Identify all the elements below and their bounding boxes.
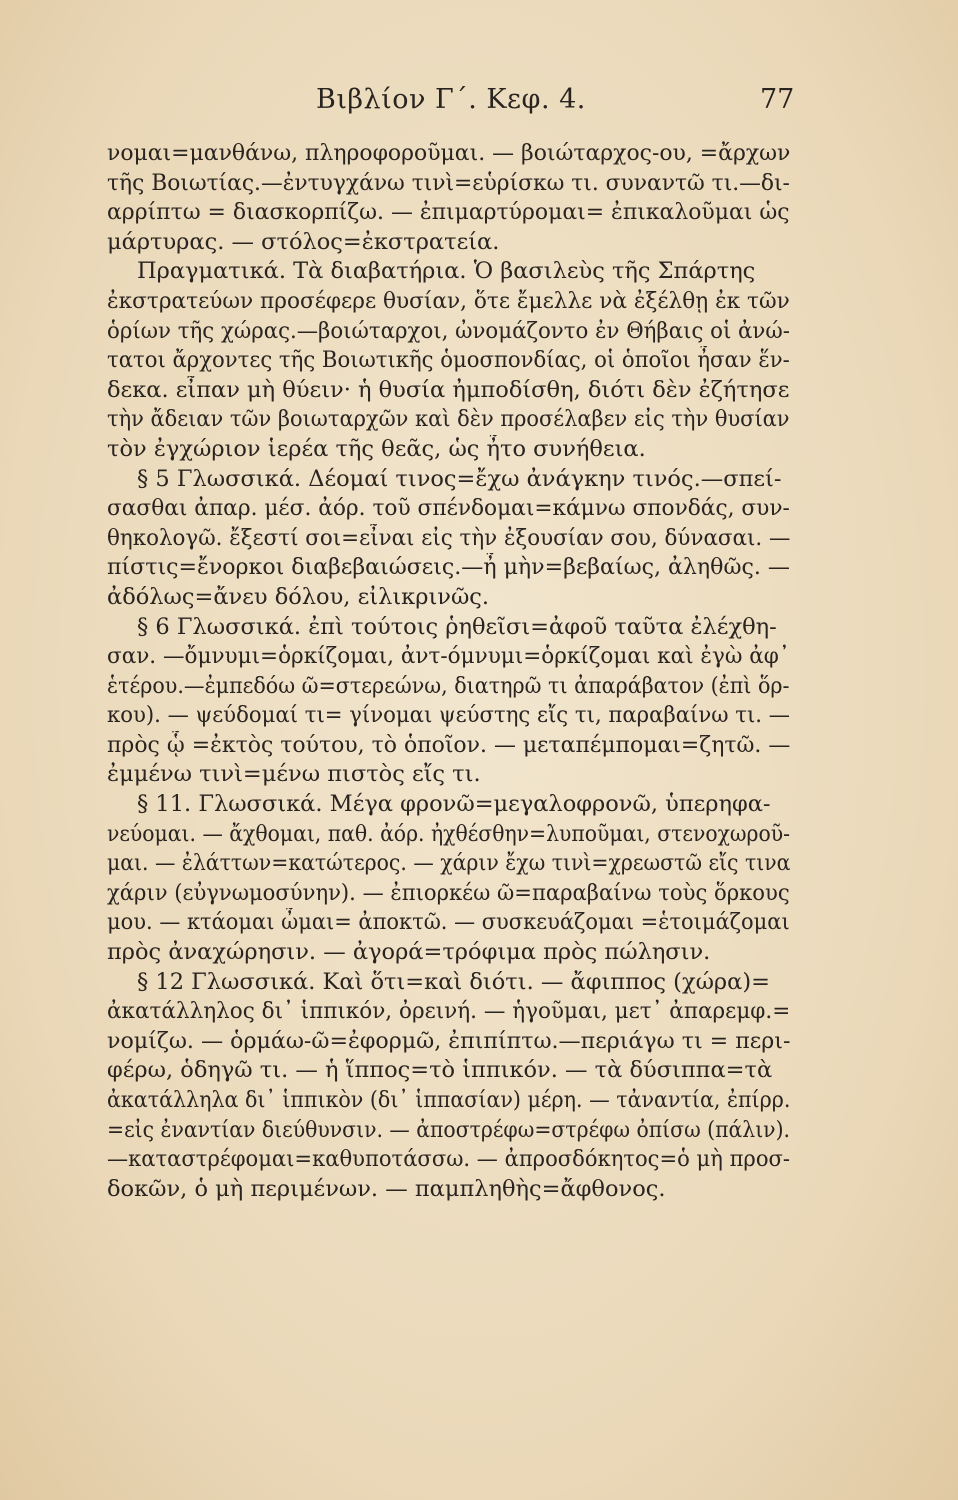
text-line: τῆς Βοιωτίας.—ἐντυγχάνω τινὶ=εὑρίσκω τι. συναντῶ τι.—δι- xyxy=(107,169,790,196)
text-line: ὁρίων τῆς χώρας.—βοιώταρχοι, ὠνομάζοντο ἐν Θήβαις οἱ ἀνώ- xyxy=(107,317,790,344)
text-line: ἀκατάλληλος δι᾽ ἱππικόν, ὀρεινή. — ἡγοῦμαι, μετ᾽ ἀπαρεμφ.= xyxy=(107,998,790,1025)
text-line: πρὸς ἀναχώρησιν. — ἀγορά=τρόφιμα πρὸς πώλησιν. xyxy=(107,939,711,966)
text-line: αρρίπτω = διασκορπίζω. — ἐπιμαρτύρομαι= ἐπικαλοῦμαι ὡς xyxy=(107,199,790,226)
text-line: κου). — ψεύδομαί τι= γίνομαι ψεύστης εἴς τι, παραβαίνω τι. — xyxy=(107,702,790,729)
text-line: ἐμμένω τινὶ=μένω πιστὸς εἴς τι. xyxy=(107,761,481,788)
text-line: μάρτυρας. — στόλος=ἐκστρατεία. xyxy=(107,228,500,255)
text-line: θηκολογῶ. ἔξεστί σοι=εἶναι εἰς τὴν ἐξουσίαν σου, δύνασαι. — xyxy=(107,524,790,551)
text-line: μου. — κτάομαι ὦμαι= ἀποκτῶ. — συσκευάζομαι =ἑτοιμάζομαι xyxy=(107,909,790,936)
text-line: ἀδόλως=ἄνευ δόλου, εἰλικρινῶς. xyxy=(107,583,490,610)
text-line: πίστις=ἔνορκοι διαβεβαιώσεις.—ἦ μὴν=βεβαίως, ἀληθῶς. — xyxy=(107,554,790,581)
text-line: —καταστρέφομαι=καθυποτάσσω. — ἀπροσδόκητος=ὁ μὴ προσ- xyxy=(107,1146,790,1173)
text-line: νομαι=μανθάνω, πληροφοροῦμαι. — βοιώταρχος-ου, =ἄρχων xyxy=(107,140,790,166)
page-header xyxy=(0,84,958,124)
text-line: § 6 Γλωσσικά. ἐπὶ τούτοις ῥηθεῖσι=ἀφοῦ ταῦτα ἐλέχθη- xyxy=(137,613,777,640)
text-line: § 5 Γλωσσικά. Δέομαί τινος=ἔχω ἀνάγκην τινός.—σπεί- xyxy=(137,465,782,492)
text-line: ἀκατάλληλα δι᾽ ἱππικὸν (δι᾽ ἱππασίαν) μέρη. — τἀναντία, ἐπίρρ. xyxy=(107,1087,790,1113)
text-line: φέρω, ὁδηγῶ τι. — ἡ ἵππος=τὸ ἱππικόν. — τὰ δύσιππα=τὰ xyxy=(107,1057,773,1084)
text-line: νεύομαι. — ἄχθομαι, παθ. ἀόρ. ἠχθέσθην=λυποῦμαι, στενοχωροῦ- xyxy=(107,820,790,847)
body-text xyxy=(107,139,790,1204)
text-line: σασθαι ἀπαρ. μέσ. ἀόρ. τοῦ σπένδομαι=κάμνω σπονδάς, συν- xyxy=(107,495,790,522)
text-line: νομίζω. — ὁρμάω-ῶ=ἐφορμῶ, ἐπιπίπτω.—περιάγω τι = περι- xyxy=(107,1027,790,1054)
text-line: ἐκστρατεύων προσέφερε θυσίαν, ὅτε ἔμελλε νὰ ἐξέλθῃ ἐκ τῶν xyxy=(107,287,790,314)
page-number: 77 xyxy=(760,84,795,115)
text-line: § 12 Γλωσσικά. Καὶ ὅτι=καὶ διότι. — ἄφιππος (χώρα)= xyxy=(137,968,770,995)
text-line: μαι. — ἐλάττων=κατώτερος. — χάριν ἔχω τινὶ=χρεωστῶ εἴς τινα xyxy=(107,850,790,877)
text-line: πρὸς ᾧ =ἐκτὸς τούτου, τὸ ὁποῖον. — μεταπέμπομαι=ζητῶ. — xyxy=(107,731,790,758)
text-line: χάριν (εὐγνωμοσύνην). — ἐπιορκέω ῶ=παραβαίνω τοὺς ὅρκους xyxy=(107,879,790,906)
text-line: δοκῶν, ὁ μὴ περιμένων. — παμπληθὴς=ἄφθονος. xyxy=(107,1175,666,1202)
text-line: Πραγματικά. Τὰ διαβατήρια. Ὁ βασιλεὺς τῆς Σπάρτης xyxy=(137,258,756,285)
text-line: τὴν ἄδειαν τῶν βοιωταρχῶν καὶ δὲν προσέλαβεν εἰς τὴν θυσίαν xyxy=(107,406,790,433)
text-line: τὸν ἐγχώριον ἱερέα τῆς θεᾶς, ὡς ἦτο συνήθεια. xyxy=(107,435,646,462)
text-line: ἑτέρου.—ἐμπεδόω ῶ=στερεώνω, διατηρῶ τι ἀπαράβατον (ἐπὶ ὅρ- xyxy=(107,672,790,699)
text-line: σαν. —ὄμνυμι=ὁρκίζομαι, ἀντ-όμνυμι=ὁρκίζομαι καὶ ἐγὼ ἀφ᾽ xyxy=(107,643,790,670)
running-title: Βιβλίον Γ΄. Κεφ. 4. xyxy=(316,84,586,115)
text-line: =εἰς ἐναντίαν διεύθυνσιν. — ἀποστρέφω=στρέφω ὀπίσω (πάλιν). xyxy=(107,1116,790,1143)
text-line: τατοι ἄρχοντες τῆς Βοιωτικῆς ὁμοσπονδίας, οἱ ὁποῖοι ἦσαν ἕν- xyxy=(107,347,790,374)
text-line: δεκα. εἶπαν μὴ θύειν· ἡ θυσία ἠμποδίσθη, διότι δὲν ἐζήτησε xyxy=(107,376,790,403)
text-line: § 11. Γλωσσικά. Μέγα φρονῶ=μεγαλοφρονῶ, ὑπερηφα- xyxy=(137,791,771,818)
